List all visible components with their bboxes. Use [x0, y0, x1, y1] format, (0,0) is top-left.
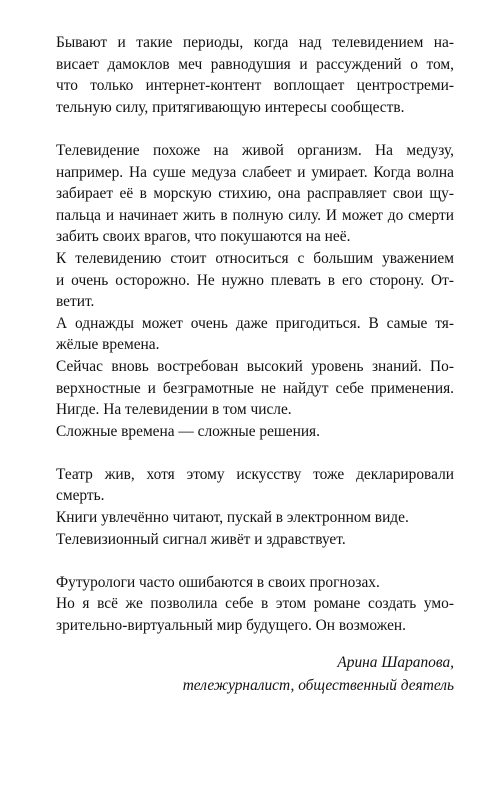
document-page — [56, 32, 454, 697]
paragraph-3 — [56, 248, 454, 313]
signature — [56, 651, 454, 697]
paragraph-2 — [56, 140, 454, 248]
text-line: Футурологи часто ошибаются в своих прогнозах. — [56, 573, 380, 591]
paragraph-10 — [56, 572, 454, 594]
paragraph-11 — [56, 593, 454, 636]
text-line: Телевизионный сигнал живёт и здравствует. — [56, 530, 346, 548]
text-line: тельную силу, притягивающую интересы сообществ. — [56, 98, 405, 116]
text-line: К телевидению стоит относиться с большим уважением — [56, 249, 454, 267]
text-line: зрительно-виртуальный мир будущего. Он возможен. — [56, 617, 406, 635]
text-line: смерть. — [56, 487, 105, 505]
text-line: жёлые времена. — [56, 336, 160, 354]
paragraph-gap — [56, 442, 454, 464]
text-line: висает дамоклов меч равнодушия и рассуждений о том, — [56, 55, 454, 73]
text-line: пальца и начинает жить в полную силу. И может до смерти — [56, 206, 454, 224]
text-line: Книги увлечённо читают, пускай в электронном виде. — [56, 509, 409, 527]
paragraph-1 — [56, 32, 454, 118]
text-line: Нигде. На телевидении в том числе. — [56, 401, 292, 419]
text-line: Телевидение похоже на живой организм. На медузу, — [56, 141, 454, 159]
paragraph-8 — [56, 507, 454, 529]
paragraph-gap — [56, 118, 454, 140]
text-line: Театр жив, хотя этому искусству тоже декларировали — [56, 465, 454, 483]
text-line: например. На суше медуза слабеет и умирает. Когда волна — [56, 163, 454, 181]
signature-name: Арина Шарапова, — [337, 653, 454, 671]
paragraph-9 — [56, 529, 454, 551]
paragraph-gap — [56, 550, 454, 572]
text-line: и очень осторожно. Не нужно плевать в его сторону. От- — [56, 271, 454, 289]
paragraph-4 — [56, 313, 454, 356]
text-line: Сложные времена — сложные решения. — [56, 422, 320, 440]
text-line: Бывают и такие периоды, когда над телевидением на- — [56, 34, 454, 51]
text-line: забирает её в морскую стихию, она расправляет свои щу- — [56, 185, 454, 203]
paragraph-7 — [56, 464, 454, 507]
text-line: А однажды может очень даже пригодиться. В самые тя- — [56, 314, 454, 332]
paragraph-5 — [56, 356, 454, 421]
text-line: забить своих врагов, что покушаются на неё. — [56, 228, 351, 246]
text-line: верхностные и безграмотные не найдут себе применения. — [56, 379, 454, 397]
text-line: что только интернет-контент воплощает центростреми- — [56, 77, 454, 95]
text-line: Сейчас вновь востребован высокий уровень знаний. По- — [56, 357, 454, 375]
signature-title: тележурналист, общественный деятель — [182, 676, 454, 694]
text-line: ветит. — [56, 293, 95, 311]
text-line: Но я всё же позволила себе в этом романе создать умо- — [56, 595, 454, 613]
paragraph-6 — [56, 421, 454, 443]
